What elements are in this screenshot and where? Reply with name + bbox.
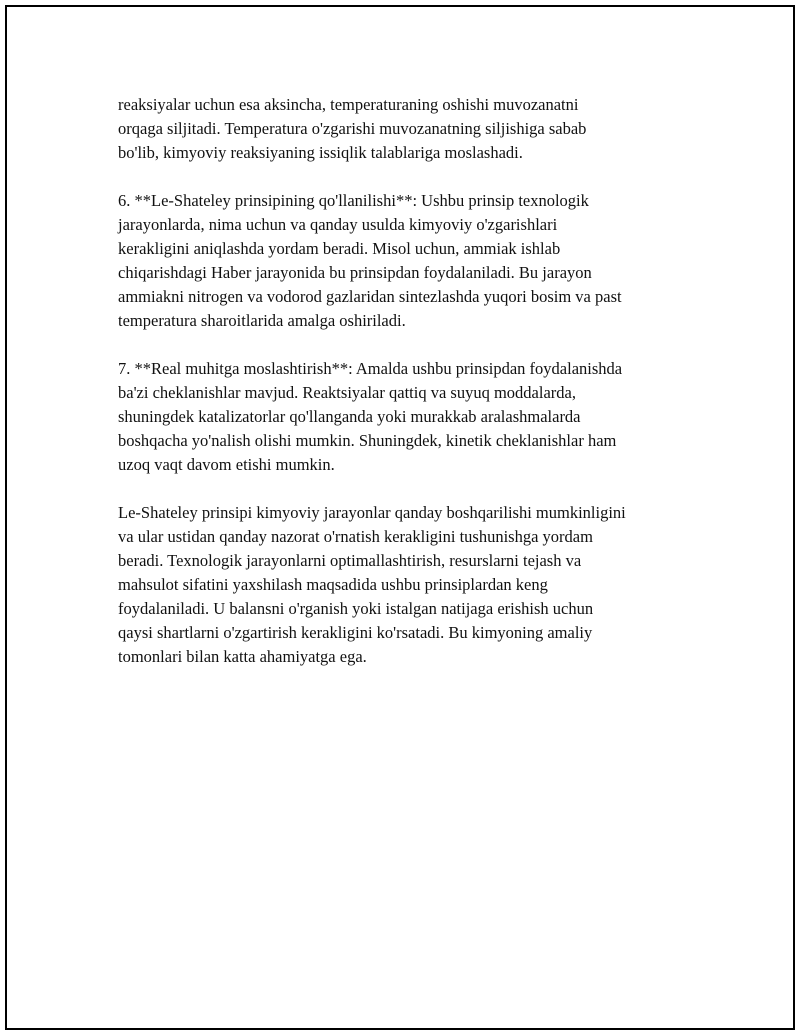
paragraph-item-6: [118, 189, 698, 333]
text-line: qaysi shartlarni o'zgartirish kerakligini ko'rsatadi. Bu kimyoning amaliy: [118, 623, 593, 642]
text-line: foydalaniladi. U balansni o'rganish yoki istalgan natijaga erishish uchun: [118, 599, 594, 618]
text-line: orqaga siljitadi. Temperatura o'zgarishi muvozanatning siljishiga sabab: [118, 119, 587, 138]
text-line: bo'lib, kimyoviy reaksiyaning issiqlik talablariga moslashadi.: [118, 143, 523, 162]
text-line: mahsulot sifatini yaxshilash maqsadida ushbu prinsiplardan keng: [118, 575, 548, 594]
paragraph-conclusion: [118, 501, 698, 669]
text-line: va ular ustidan qanday nazorat o'rnatish kerakligini tushunishga yordam: [118, 527, 593, 546]
paragraph-item-7: [118, 357, 698, 477]
text-line: ba'zi cheklanishlar mavjud. Reaktsiyalar qattiq va suyuq moddalarda,: [118, 383, 576, 402]
text-line: shuningdek katalizatorlar qo'llanganda yoki murakkab aralashmalarda: [118, 407, 581, 426]
text-line: Le-Shateley prinsipi kimyoviy jarayonlar qanday boshqarilishi mumkinligini: [118, 503, 626, 522]
document-body: [118, 93, 698, 693]
text-line: tomonlari bilan katta ahamiyatga ega.: [118, 647, 367, 666]
text-line: 7. **Real muhitga moslashtirish**: Amalda ushbu prinsipdan foydalanishda: [118, 359, 623, 378]
text-line: uzoq vaqt davom etishi mumkin.: [118, 455, 335, 474]
paragraph-temperature-continuation: [118, 93, 698, 165]
text-line: boshqacha yo'nalish olishi mumkin. Shuningdek, kinetik cheklanishlar ham: [118, 431, 617, 450]
text-line: jarayonlarda, nima uchun va qanday usulda kimyoviy o'zgarishlari: [118, 215, 558, 234]
text-line: 6. **Le-Shateley prinsipining qo'llanilishi**: Ushbu prinsip texnologik: [118, 191, 589, 210]
text-line: ammiakni nitrogen va vodorod gazlaridan sintezlashda yuqori bosim va past: [118, 287, 622, 306]
text-line: temperatura sharoitlarida amalga oshiriladi.: [118, 311, 406, 330]
text-line: kerakligini aniqlashda yordam beradi. Misol uchun, ammiak ishlab: [118, 239, 561, 258]
text-line: chiqarishdagi Haber jarayonida bu prinsipdan foydalaniladi. Bu jarayon: [118, 263, 592, 282]
text-line: beradi. Texnologik jarayonlarni optimallashtirish, resurslarni tejash va: [118, 551, 582, 570]
text-line: reaksiyalar uchun esa aksincha, temperaturaning oshishi muvozanatni: [118, 95, 579, 114]
